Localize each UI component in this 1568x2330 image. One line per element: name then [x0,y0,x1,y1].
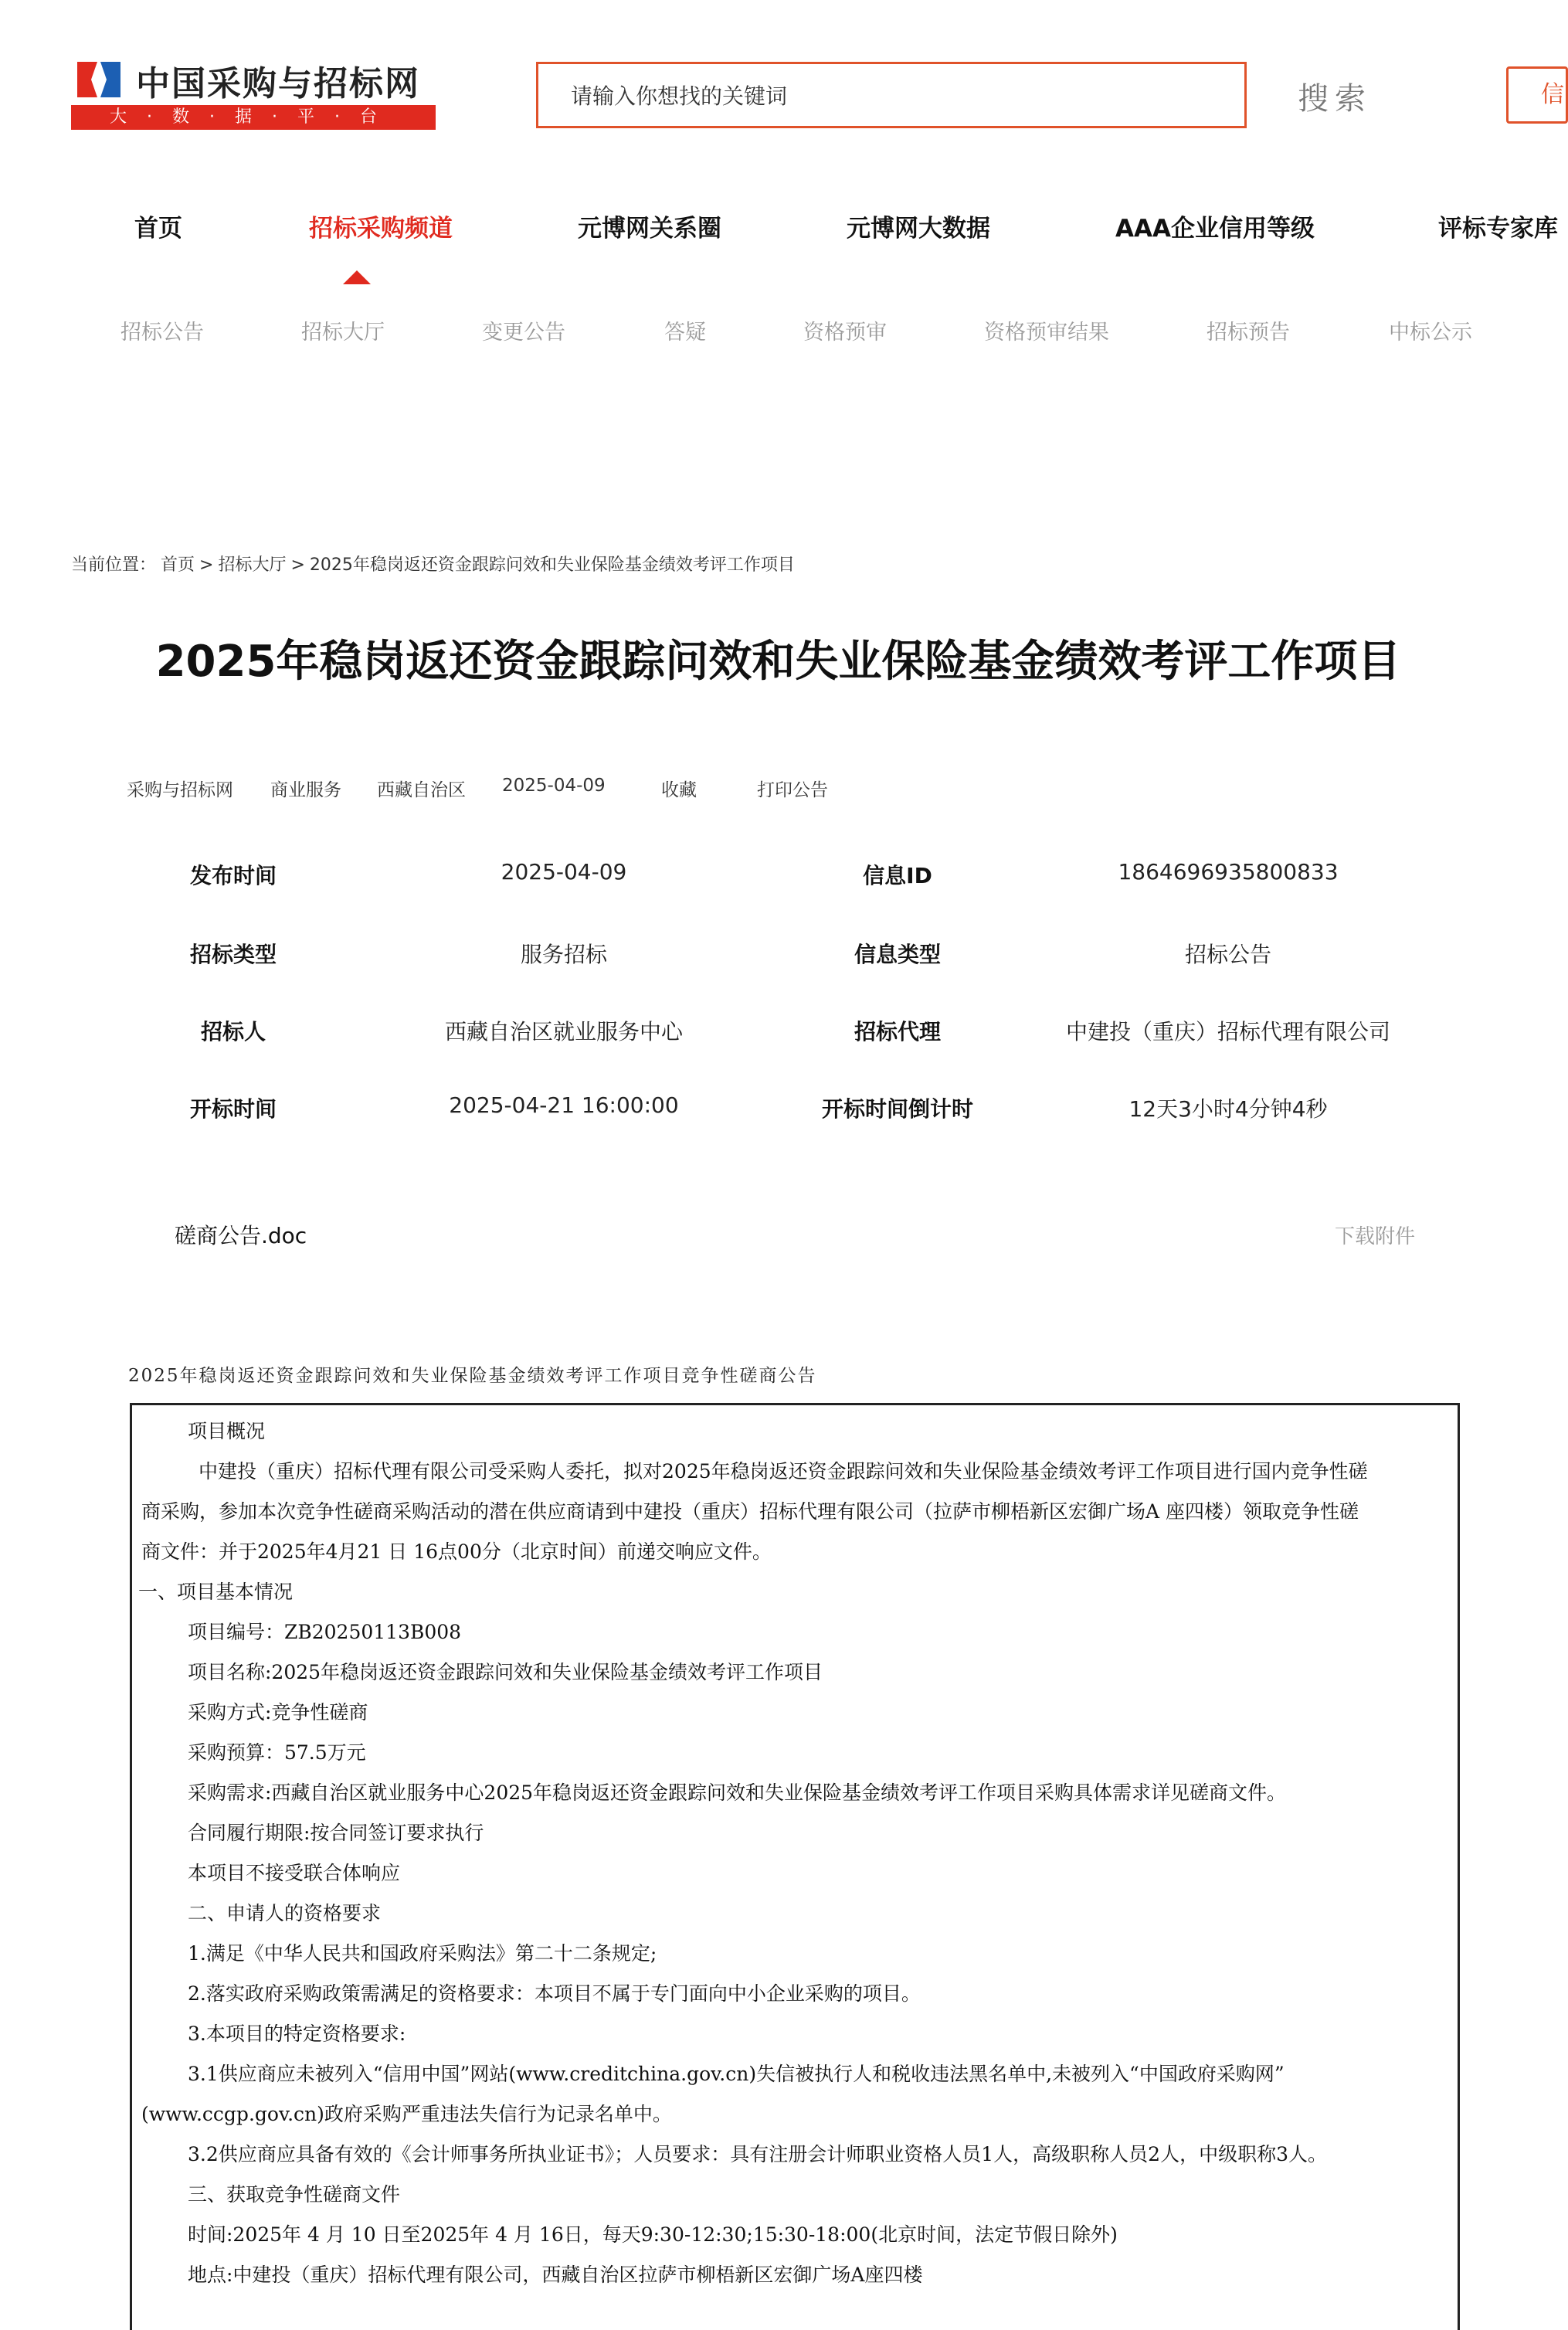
info-value-info-id: 1864696935800833 [1118,859,1339,885]
doc-line: 采购预算：57.5万元 [188,1741,366,1764]
doc-line: 一、项目基本情况 [138,1581,294,1603]
nav-expert-library[interactable]: 评标专家库 [1438,215,1558,243]
info-value-agent: 中建投（重庆）招标代理有限公司 [1065,1019,1390,1044]
favorite-button[interactable]: 收藏 [661,780,697,800]
top-right-button[interactable]: 信 [1506,66,1568,124]
breadcrumb-prefix: 当前位置： [71,555,157,575]
meta-date: 2025-04-09 [502,776,606,796]
doc-line: 时间:2025年 4 月 10 日至2025年 4 月 16日，每天9:30-12:30;15:30-18:00(北京时间，法定节假日除外) [188,2223,1118,2246]
page-title: 2025年稳岗返还资金跟踪问效和失业保险基金绩效考评工作项目 [155,637,1401,687]
active-nav-caret-icon [343,270,371,284]
doc-line: 3.本项目的特定资格要求: [188,2023,406,2045]
subnav-bid-notice[interactable]: 招标公告 [120,321,204,345]
search-box [536,62,1247,128]
info-label-countdown: 开标时间倒计时 [821,1096,973,1122]
doc-line: 中建投（重庆）招标代理有限公司受采购人委托，拟对2025年稳岗返还资金跟踪问效和失业保险基金绩效考评工作项目进行国内竞争性磋 [199,1460,1368,1483]
download-attachment-link[interactable]: 下载附件 [1335,1225,1416,1248]
search-button[interactable]: 搜索 [1298,81,1372,117]
info-label-info-id: 信息ID [863,863,932,888]
doc-line: 项目编号：ZB20250113B008 [188,1621,462,1643]
doc-line: 3.1供应商应未被列入“信用中国”网站(www.creditchina.gov.cn)失信被执行人和税收违法黑名单中,未被列入“中国政府采购网” [188,2063,1285,2085]
breadcrumb-item-home[interactable]: 首页 [161,555,195,575]
info-value-bid-type: 服务招标 [520,942,607,967]
doc-line: 1.满足《中华人民共和国政府采购法》第二十二条规定; [188,1942,657,1965]
doc-line: 三、获取竞争性磋商文件 [188,2183,401,2206]
search-input[interactable] [569,64,1221,127]
logo-mark-icon [71,57,127,102]
doc-line: 本项目不接受联合体响应 [188,1862,401,1884]
info-value-tenderer: 西藏自治区就业服务中心 [444,1019,683,1044]
breadcrumb-separator: > [290,555,305,575]
breadcrumb-separator: > [199,555,214,575]
info-label-agent: 招标代理 [854,1019,941,1044]
breadcrumb [71,552,799,576]
site-logo[interactable] [71,57,442,131]
document-heading: 2025年稳岗返还资金跟踪问效和失业保险基金绩效考评工作项目竞争性磋商公告 [128,1366,817,1386]
nav-credit-rating[interactable]: AAA企业信用等级 [1115,215,1315,243]
info-label-info-type: 信息类型 [854,942,941,967]
breadcrumb-item-current: 2025年稳岗返还资金跟踪问效和失业保险基金绩效考评工作项目 [309,555,795,575]
info-label-tenderer: 招标人 [200,1019,266,1044]
nav-home[interactable]: 首页 [134,215,182,243]
subnav-bid-hall[interactable]: 招标大厅 [301,321,385,345]
nav-bidding-channel[interactable]: 招标采购频道 [309,215,453,243]
doc-line: 项目名称:2025年稳岗返还资金跟踪问效和失业保险基金绩效考评工作项目 [188,1661,823,1683]
subnav-qa[interactable]: 答疑 [664,321,706,345]
doc-line: 合同履行期限:按合同签订要求执行 [188,1822,484,1844]
doc-line: 采购方式:竞争性磋商 [188,1701,368,1724]
attachment-filename[interactable]: 磋商公告.doc [175,1223,307,1248]
doc-line: 地点:中建投（重庆）招标代理有限公司，西藏自治区拉萨市柳梧新区宏御广场A座四楼 [188,2264,923,2286]
info-value-countdown: 12天3小时4分钟4秒 [1128,1096,1328,1122]
subnav-bid-preview[interactable]: 招标预告 [1207,321,1290,345]
nav-big-data[interactable]: 元博网大数据 [847,215,990,243]
meta-category: 商业服务 [270,780,341,800]
info-value-open-time: 2025-04-21 16:00:00 [449,1092,679,1118]
doc-line: 二、申请人的资格要求 [188,1902,382,1924]
logo-name: 中国采购与招标网 [136,64,420,104]
logo-tagline: 大·数·据·平·台 [71,105,436,130]
doc-line: 商文件：并于2025年4月21 日 16点00分（北京时间）前递交响应文件。 [141,1540,772,1563]
meta-source: 采购与招标网 [127,780,233,800]
subnav-award-notice[interactable]: 中标公示 [1389,321,1472,345]
subnav-prequalification-result[interactable]: 资格预审结果 [984,321,1109,345]
subnav-prequalification[interactable]: 资格预审 [803,321,887,345]
doc-line: 3.2供应商应具备有效的《会计师事务所执业证书》；人员要求：具有注册会计师职业资格人员1人，高级职称人员2人，中级职称3人。 [188,2143,1327,2165]
meta-region: 西藏自治区 [377,780,466,800]
nav-relations[interactable]: 元博网关系圈 [578,215,721,243]
doc-line: (www.ccgp.gov.cn)政府采购严重违法失信行为记录名单中。 [141,2103,672,2125]
info-label-open-time: 开标时间 [189,1096,277,1122]
doc-line: 采购需求:西藏自治区就业服务中心2025年稳岗返还资金跟踪问效和失业保险基金绩效考评工作项目采购具体需求详见磋商文件。 [188,1781,1287,1804]
document-body [130,1403,1460,2330]
doc-line: 2.落实政府采购政策需满足的资格要求：本项目不属于专门面向中小企业采购的项目。 [188,1982,921,2005]
info-label-bid-type: 招标类型 [189,942,277,967]
breadcrumb-item-hall[interactable]: 招标大厅 [218,555,287,575]
doc-line: 项目概况 [188,1420,266,1442]
doc-line: 商采购，参加本次竞争性磋商采购活动的潜在供应商请到中建投（重庆）招标代理有限公司（拉萨市柳梧新区宏御广场A 座四楼）领取竞争性磋 [141,1500,1359,1523]
info-label-publish-time: 发布时间 [189,863,277,888]
print-button[interactable]: 打印公告 [757,780,828,800]
info-value-info-type: 招标公告 [1184,942,1271,967]
subnav-change-notice[interactable]: 变更公告 [482,321,565,345]
info-value-publish-time: 2025-04-09 [501,859,627,885]
